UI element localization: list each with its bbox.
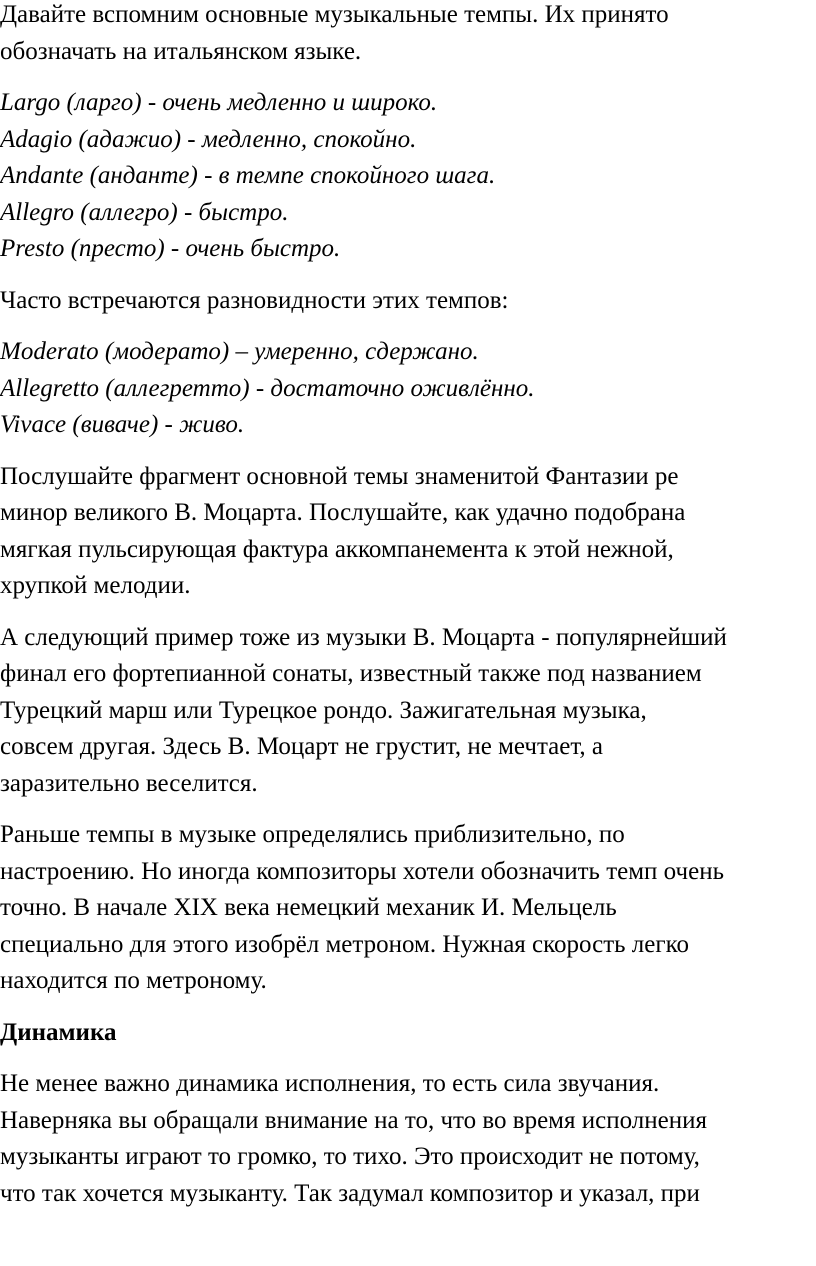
metronome-paragraph — [0, 817, 816, 1000]
text-line: Послушайте фрагмент основной темы знаменитой Фантазии ре — [0, 462, 679, 490]
text-line: совсем другая. Здесь В. Моцарт не грустит, не мечтает, а — [0, 733, 604, 760]
text-line: обозначать на итальянском языке. — [0, 37, 362, 65]
tempo-list — [0, 85, 816, 268]
text-line: минор великого В. Моцарта. Послушайте, как удачно подобрана — [0, 499, 686, 526]
tempo-variants-list — [0, 334, 816, 444]
mozart-fantasy-paragraph — [0, 459, 816, 605]
mozart-rondo-paragraph — [0, 620, 816, 803]
text-line: хрупкой мелодии. — [0, 572, 191, 599]
tempo-andante: Andante (анданте) - в темпе спокойного шага. — [0, 162, 496, 189]
text-line: что так хочется музыканту. Так задумал композитор и указал, при — [0, 1179, 700, 1207]
text-line: Турецкий марш или Турецкое рондо. Зажигательная музыка, — [0, 696, 647, 724]
tempo-allegretto: Allegretto (аллегретто) - достаточно оживлённо. — [0, 374, 535, 402]
text-line: А следующий пример тоже из музыки В. Моцарта - популярнейший — [0, 623, 727, 651]
text-line: точно. В начале XIX века немецкий механик И. Мельцель — [0, 894, 617, 921]
tempo-presto: Presto (престо) - очень быстро. — [0, 235, 341, 262]
tempo-vivace: Vivace (виваче) - живо. — [0, 411, 245, 438]
tempo-largo: Largo (ларго) - очень медленно и широко. — [0, 89, 438, 116]
text-line: Раньше темпы в музыке определялись приблизительно, по — [0, 821, 625, 848]
intro-paragraph — [0, 0, 816, 70]
tempo-allegro: Allegro (аллегро) - быстро. — [0, 198, 289, 226]
text-line: мягкая пульсирующая фактура аккомпанемента к этой нежной, — [0, 535, 674, 563]
text-line: Наверняка вы обращали внимание на то, что во время исполнения — [0, 1106, 707, 1134]
text-line: Часто встречаются разновидности этих темпов: — [0, 286, 509, 314]
text-line: Давайте вспомним основные музыкальные темпы. Их принято — [0, 1, 669, 28]
text-line: музыканты играют то громко, то тихо. Это происходит не потому, — [0, 1143, 700, 1170]
variants-intro-paragraph — [0, 283, 816, 320]
dynamics-heading — [0, 1015, 816, 1052]
text-line: заразительно веселится. — [0, 769, 258, 797]
tempo-adagio: Adagio (адажио) - медленно, спокойно. — [0, 125, 417, 153]
text-line: находится по метроному. — [0, 967, 267, 994]
text-line: финал его фортепианной сонаты, известный также под названием — [0, 660, 702, 687]
tempo-moderato: Moderato (модерато) – умеренно, сдержано. — [0, 338, 479, 365]
section-heading: Динамика — [0, 1018, 117, 1046]
text-line: Не менее важно динамика исполнения, то есть сила звучания. — [0, 1070, 660, 1097]
text-line: специально для этого изобрёл метроном. Нужная скорость легко — [0, 930, 690, 958]
dynamics-paragraph — [0, 1066, 816, 1212]
text-line: настроению. Но иногда композиторы хотели обозначить темп очень — [0, 857, 724, 885]
